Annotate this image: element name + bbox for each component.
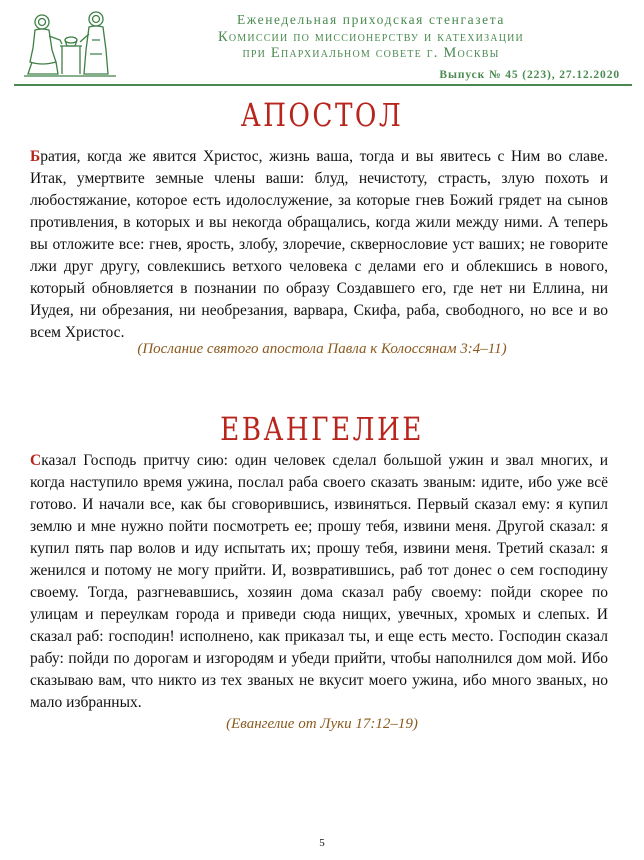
apostle-initial: Б — [30, 148, 41, 165]
apostle-reading — [30, 146, 608, 344]
issue-info: Выпуск № 45 (223), 27.12.2020 — [439, 69, 620, 81]
apostle-source: (Послание святого апостола Павла к Колоссянам 3:4–11) — [137, 341, 507, 357]
gospel-source: (Евангелие от Луки 17:12–19) — [226, 716, 418, 732]
newsletter-subtitle: Еженедельная приходская стенгазета — [237, 12, 505, 27]
gospel-reading — [30, 450, 608, 714]
header-divider — [14, 84, 632, 86]
newsletter-header — [18, 8, 630, 84]
gospel-initial: С — [30, 452, 42, 469]
apostle-title: АПОСТОЛ — [240, 96, 404, 134]
apostle-text: ратия, когда же явится Христос, жизнь ваша, тогда и вы явитесь с Ним во славе. Итак, умертвите земные члены ваши: блуд, нечистоту, страсть, злую похоть и любостяжание, которое есть идолослужение, за которые гнев Божий грядет на сынов противления, в которых и вы некогда обращались, когда жили между ними. А теперь вы отложите все: гнев, ярость, злобу, злоречие, сквернословие уст ваших; не говорите лжи друг другу, совлекшись ветхого человека с делами его и облекшись в нового, который обновляется в познании по образу Создавшего его, где нет ни Еллина, ни Иудея, ни обрезания, ни необрезания, варвара, Скифа, раба, свободного, но все и во всем Христос. — [30, 148, 608, 341]
gospel-title: ЕВАНГЕЛИЕ — [220, 410, 424, 448]
gospel-text: казал Господь притчу сию: один человек сделал большой ужин и звал многих, и когда наступило время ужина, послал раба своего сказать званым: идите, ибо уже всё готово. И начали все, как бы сговорившись, извиняться. Первый сказал ему: я купил землю и мне нужно пойти посмотреть ее; прошу тебя, извини меня. Другой сказал: я купил пять пар волов и иду испытать их; прошу тебя, извини меня. Третий сказал: я женился и потому не могу прийти. И, возвратившись, раб тот донес о сем господину своему. Тогда, разгневавшись, хозяин дома сказал рабу своему: пойди скорее по улицам и переулкам города и приведи сюда нищих, увечных, хромых и слепых. И сказал раб: господин! исполнено, как приказал ты, и еще есть место. Господин сказал рабу: пойди по дорогам и изгородям и убеди прийти, чтобы наполнился дом мой. Ибо сказываю вам, что никто из тех званых не вкусит моего ужина, ибо много званых, но мало избранных. — [30, 452, 608, 711]
commission-name: Комиссии по миссионерству и катехизации — [218, 29, 524, 45]
page-number: 5 — [319, 837, 325, 849]
saints-illustration-icon — [22, 10, 118, 80]
council-name: при Епархиальном совете г. Москвы — [242, 45, 500, 61]
header-text — [122, 8, 620, 61]
